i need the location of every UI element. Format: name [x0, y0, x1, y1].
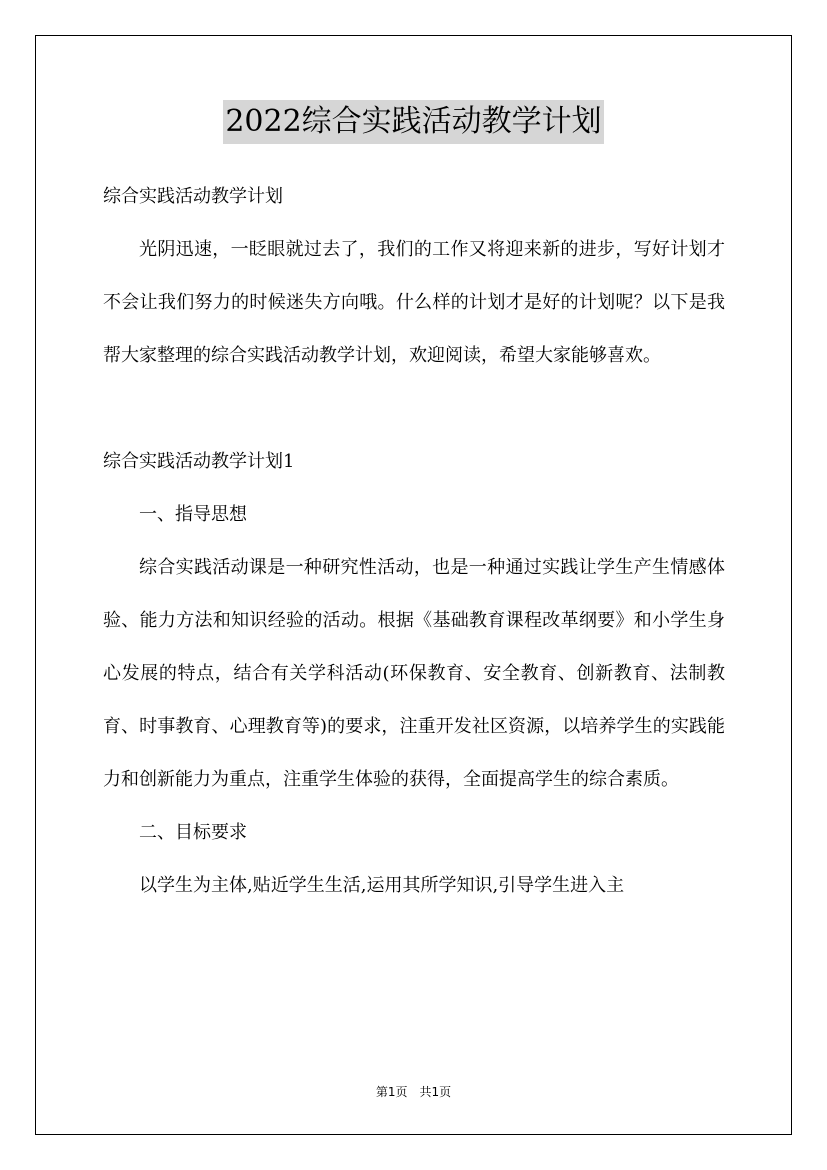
title-container: [0, 100, 827, 144]
subheading-goals: 二、目标要求: [139, 822, 247, 843]
subheading-guiding-thought: 一、指导思想: [139, 504, 247, 525]
document-title: 2022综合实践活动教学计划: [223, 100, 603, 144]
paragraph-goals: 以学生为主体,贴近学生生活,运用其所学知识,引导学生进入主: [139, 875, 625, 896]
document-body: [103, 170, 725, 912]
intro-paragraph: 光阴迅速，一眨眼就过去了，我们的工作又将迎来新的进步，写好计划才不会让我们努力的时候迷失方向哦。什么样的计划才是好的计划呢？以下是我帮大家整理的综合实践活动教学计划，欢迎阅读，希望大家能够喜欢。: [103, 239, 725, 366]
page-number-current: 第1页: [375, 1085, 408, 1099]
paragraph-guiding-thought: 综合实践活动课是一种研究性活动，也是一种通过实践让学生产生情感体验、能力方法和知识经验的活动。根据《基础教育课程改革纲要》和小学生身心发展的特点，结合有关学科活动(环保教育、安全教育、创新教育、法制教育、时事教育、心理教育等)的要求，注重开发社区资源，以培养学生的实践能力和创新能力为重点，注重学生体验的获得，全面提高学生的综合素质。: [103, 557, 725, 790]
page-number-total: 共1页: [419, 1085, 452, 1099]
intro-heading: 综合实践活动教学计划: [103, 186, 283, 207]
section-heading: 综合实践活动教学计划1: [103, 451, 295, 472]
paragraph-gap: [103, 382, 725, 435]
page-footer: [0, 1082, 827, 1102]
